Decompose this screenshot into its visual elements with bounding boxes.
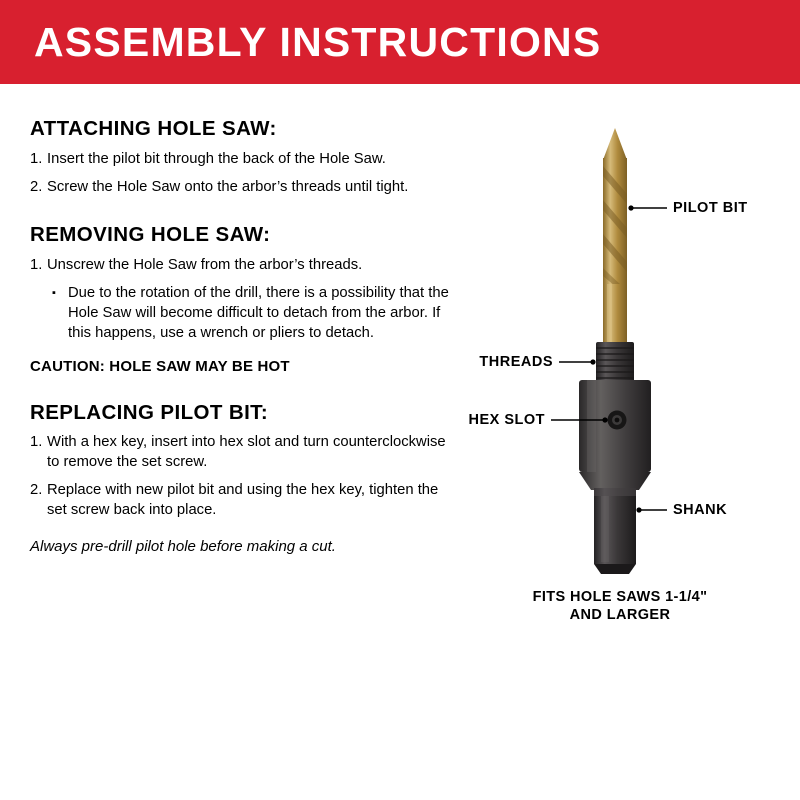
list-item-text: Replace with new pilot bit and using the hex key, tighten the set screw back into place. (47, 482, 439, 519)
list-item-marker: 1. (30, 434, 43, 451)
list-item-marker: 2. (30, 178, 43, 195)
list-item-marker: 1. (30, 257, 43, 274)
list-item-text: Unscrew the Hole Saw from the arbor’s threads. (47, 257, 363, 274)
instructions-column (30, 118, 450, 557)
diagram-caption (485, 588, 755, 624)
page-title: ASSEMBLY INSTRUCTIONS (34, 18, 602, 65)
list-item-text: Screw the Hole Saw onto the arbor’s threads until tight. (47, 178, 409, 195)
arbor-diagram (455, 118, 785, 718)
caption-line-2: AND LARGER (569, 607, 671, 624)
list-item (30, 150, 450, 170)
callout-hex-slot: HEX SLOT (468, 412, 545, 428)
footer-note: Always pre-drill pilot hole before making a cut. (30, 538, 336, 556)
section-heading: REPLACING PILOT BIT: (30, 400, 269, 424)
caution-text: CAUTION: HOLE SAW MAY BE HOT (30, 357, 290, 375)
bullet-marker-icon: ▪ (52, 287, 56, 299)
header-banner (0, 0, 800, 84)
bullet-item-text: Due to the rotation of the drill, there is a possibility that the Hole Saw will become difficult to detach from the arbor. If this happens, use a wrench or pliers to detach. (68, 285, 449, 341)
list-item (30, 178, 450, 198)
bullet-item (52, 284, 450, 344)
list-item (30, 256, 450, 276)
callout-threads: THREADS (479, 354, 553, 370)
caption-line-1: FITS HOLE SAWS 1-1/4" (532, 589, 708, 605)
list-item-text: With a hex key, insert into hex slot and turn counterclockwise to remove the set screw. (47, 434, 446, 471)
section-heading: ATTACHING HOLE SAW: (30, 117, 277, 140)
list-item-marker: 2. (30, 482, 43, 499)
list-item (30, 481, 450, 521)
list-item-marker: 1. (30, 150, 43, 167)
section-replacing-pilot-bit (30, 402, 450, 557)
callout-pilot-bit: PILOT BIT (673, 200, 748, 216)
section-attaching-hole-saw (30, 118, 450, 197)
section-heading: REMOVING HOLE SAW: (30, 223, 271, 247)
list-item (30, 433, 450, 473)
callout-shank: SHANK (673, 502, 728, 518)
list-item-text: Insert the pilot bit through the back of the Hole Saw. (47, 150, 386, 167)
section-removing-hole-saw (30, 224, 450, 374)
